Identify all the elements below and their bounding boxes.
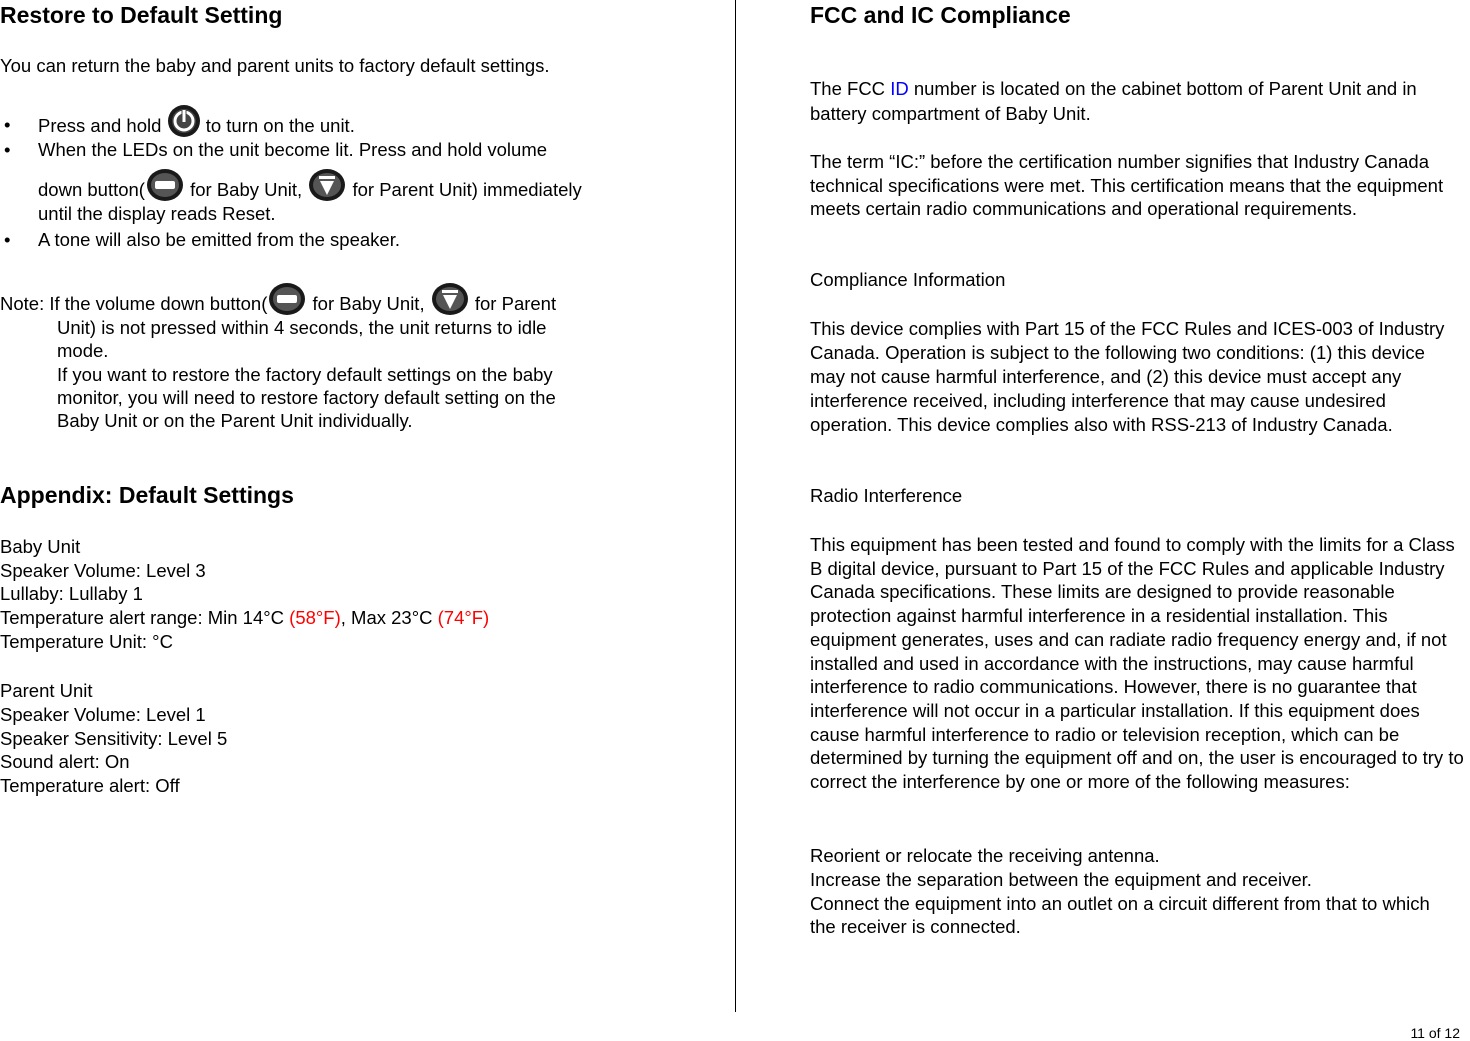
note-line-2: Unit) is not pressed within 4 seconds, the unit returns to idle — [57, 317, 547, 338]
parent-speaker-volume: Speaker Volume: Level 1 — [0, 704, 206, 725]
temperature-alert-range — [0, 607, 489, 629]
parent-volume-down-icon — [307, 168, 347, 213]
page-number: 11 of 12 — [1410, 1025, 1460, 1041]
bullet-1-post: to turn on the unit. — [205, 115, 355, 136]
radio-interference-heading: Radio Interference — [810, 485, 963, 506]
parent-temperature-alert: Temperature alert: Off — [0, 775, 180, 796]
fcc-heading: FCC and IC Compliance — [810, 2, 1071, 28]
appendix-heading: Appendix: Default Settings — [0, 482, 294, 508]
bullet-dot: • — [4, 114, 11, 135]
note-line-6: Baby Unit or on the Parent Unit individually. — [57, 410, 413, 431]
parent-speaker-sensitivity: Speaker Sensitivity: Level 5 — [0, 728, 228, 749]
baby-lullaby: Lullaby: Lullaby 1 — [0, 583, 143, 604]
measure-3: Connect the equipment into an outlet on a circuit different from that to which the receiver is connected. — [810, 893, 1430, 937]
compliance-info-heading: Compliance Information — [810, 269, 1006, 290]
fcc-id-word: ID — [890, 78, 909, 99]
note-line-3: mode. — [57, 340, 109, 361]
bullet-2-mid: for Baby Unit, — [190, 179, 303, 200]
note-pre: Note: If the volume down button( — [0, 293, 268, 314]
bullet-2-pre: down button( — [38, 179, 145, 200]
measure-1: Reorient or relocate the receiving antenna. — [810, 845, 1160, 866]
fcc-id-pre: The FCC — [810, 78, 891, 99]
fcc-id-paragraph — [810, 76, 1450, 126]
ic-paragraph: The term “IC:” before the certification number signifies that Industry Canada technical specifications were met. This certification means that the equipment meets certain radio communications and operational requirements. — [810, 151, 1444, 219]
note-line-4: If you want to restore the factory default settings on the baby — [57, 364, 553, 385]
parent-unit-label: Parent Unit — [0, 680, 93, 701]
baby-unit-label: Baby Unit — [0, 536, 81, 557]
note-line-5: monitor, you will need to restore factory default setting on the — [57, 387, 556, 408]
measure-2: Increase the separation between the equipment and receiver. — [810, 869, 1312, 890]
temp-range-pre: Temperature alert range: Min 14°C — [0, 607, 290, 628]
temp-range-mid: , Max 23°C — [340, 607, 438, 628]
bullet-dot: • — [4, 139, 11, 160]
temperature-unit: Temperature Unit: °C — [0, 631, 173, 652]
bullet-3: A tone will also be emitted from the speaker. — [38, 229, 400, 250]
bullet-2-post: for Parent Unit) immediately — [352, 179, 582, 200]
restore-intro: You can return the baby and parent units to factory default settings. — [0, 55, 550, 76]
bullet-2-line-3: until the display reads Reset. — [38, 203, 276, 224]
note-mid: for Baby Unit, — [312, 293, 425, 314]
note-post: for Parent — [474, 293, 557, 314]
parent-sound-alert: Sound alert: On — [0, 751, 130, 772]
radio-paragraph: This equipment has been tested and found to comply with the limits for a Class B digital device, pursuant to Part 15 of the FCC Rules and applicable Industry Canada specifications. These limits are designed to provide reasonable protection against harmful interference in a residential installation. This equipment generates, uses and can radiate radio frequency energy and, if not installed and used in accordance with the instructions, may cause harmful interference to radio communications. However, there is no guarantee that interference will not occur in a particular installation. If this equipment does cause harmful interference to radio or television reception, which can be determined by turning the equipment off and on, the user is encouraged to try to correct the interference by one or more of the following measures: — [810, 534, 1464, 793]
compliance-paragraph: This device complies with Part 15 of the FCC Rules and ICES-003 of Industry Canada. Operation is subject to the following two conditions: (1) this device may not cause harmful interference, and (2) this device must accept any interference received, including interference that may cause undesired operation. This device complies also with RSS-213 of Industry Canada. — [810, 318, 1445, 435]
bullet-1-pre: Press and hold — [38, 115, 162, 136]
restore-heading: Restore to Default Setting — [0, 2, 283, 28]
column-divider — [735, 0, 736, 1012]
temp-max-f: (74°F) — [437, 607, 490, 628]
bullet-2-line-1: When the LEDs on the unit become lit. Press and hold volume — [38, 139, 548, 160]
baby-speaker-volume: Speaker Volume: Level 3 — [0, 560, 206, 581]
bullet-dot: • — [4, 229, 11, 250]
fcc-id-post: number is located on the cabinet bottom of Parent Unit and in battery compartment of Baby Unit. — [810, 78, 1417, 124]
temp-min-f: (58°F) — [289, 607, 341, 628]
